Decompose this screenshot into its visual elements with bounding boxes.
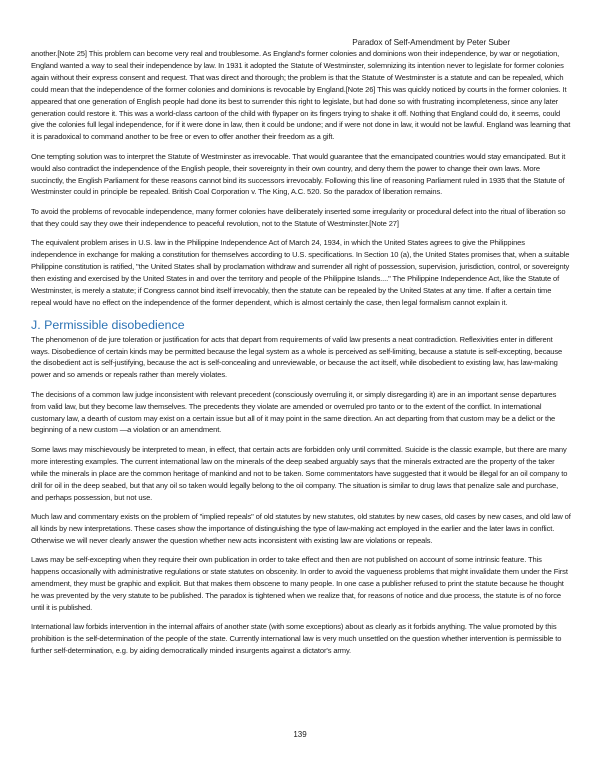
- paragraph-de-jure-toleration: The phenomenon of de jure toleration or justification for acts that depart from requirements of valid law presents a neat contradiction. Reflexivities enter in different ways. Disobedience of certain kinds may be permitted because the legal system as a whole is perceived as self-limiting, because a statute is self-excepting, because the disobedient act is self-justifying, because the act is self-concealing and unreviewable, or because the act itself, while disobedient to existing law, has law-making power and so amends or repeals rather than merely violates.: [31, 334, 563, 380]
- paragraph-forbidden-until-committed: Some laws may mischievously be interpreted to mean, in effect, that certain acts are forbidden only until committed. Suicide is the classic example, but there are many more interesting examples. The current international law on the minerals of the deep seabed arguably says that the minerals extracted are the property of the taker while the minerals in place are the common heritage of mankind and not to be taken. Some commentators have suggested that it would be illegal for an oil company to drill for oil in the deep seabed, but that any oil so taken would legally belong to the oil company. The situation is similar to drug laws that penalize sale and purchase, and perhaps possession, but not use.: [31, 444, 568, 502]
- page-number: 139: [293, 730, 307, 739]
- paragraph-philippine-independence: The equivalent problem arises in U.S. law in the Philippine Independence Act of March 24, 1934, in which the United States agrees to give the Philippines independence in exchange for making a constitution for themselves according to U.S. specifications. In Section 10 (a), the United States promises that, when a suitable Philippine constitution is ratified, "the United States shall by proclamation withdraw and surrender all right of possession, supervision, jurisdiction, control, or sovereignty then existing and exercised by the United States in and over the territory and people of the Philippine Islands...." The Philippine Independence Act, like the Statute of Westminster, is merely a statute; if Congress cannot bind itself irrevocably, then the statute can be repealed by the United States at any time. If after a certain time repeal would have no effect on the independence of the former dependent, which is almost certainly the case, then legal formalism cannot explain it.: [31, 238, 570, 307]
- paragraph-revocable-independence: To avoid the problems of revocable independence, many former colonies have deliberately inserted some irregularity or procedural defect into the ritual of liberation so that they could say they owe their independence to peaceful revolution, not to the Statute of Westminster.[Note 27]: [31, 206, 566, 228]
- paragraph-statute-of-westminster: another.[Note 25] This problem can become very real and troublesome. As England's former colonies and dominions won their independence, by war or negotiation, England wanted a way to seal their independence by law. In 1931 it adopted the Statute of Westminster, solemnizing its intention never to legislate for former colonies again without their express consent and request. That was direct and thorough; the problem is that the Statute of Westminster is a statute and can be repealed, which could mean that the independence of the former colonies and dominions is revocable by England.[Note 26] This was quickly noticed by courts in the former colonies. It appeared that one generation of English people had done its best to surrender this right to legislate, but had done so with frustrating incompleteness, since any later generation could restore it. This was a world-class cartoon of the child with flypaper on its fingers trying to shake it off. Nothing that England could do, it seems, could give the colonies full legal independence, for if it were done in law, then it could be undone; and if were not done in law, it would not be lawful. England was learning that it is paradoxical to command another to be free or even to offer another their freedom as a gift.: [31, 49, 571, 142]
- paragraph-self-excepting-laws: Laws may be self-excepting when they require their own publication in order to take effect and then are not published on account of some intrinsic feature. This happens occasionally with administrative regulations or state statutes on obscenity. In order to avoid the vagueness problems that might invalidate them under the First amendment, they must be graphic and explicit. But that makes them obscene to many people. In one case a publisher refused to print the statute because he thought he was prevented by the very statute to be published. The paradox is tightened when we realize that, for reasons of notice and due process, the statute is of no force until it is published.: [31, 555, 568, 612]
- paragraph-irrevocable-solution: One tempting solution was to interpret the Statute of Westminster as irrevocable. That would guarantee that the emancipated countries would stay emancipated. But it would also contradict the independence of the English people, their sovereignty in their own country, and deny them the power to change their own laws. More succinctly, the English Parliament for these reasons cannot bind its successors irrevocably. Following this line of reasoning Parliament ruled in 1935 that the Statute of Westminster could in principle be repealed. British Coal Corporation v. The King, A.C. 520. So the paradox of liberation remains.: [31, 151, 566, 197]
- paragraph-common-law-judge: The decisions of a common law judge inconsistent with relevant precedent (consciously overruling it, or simply disregarding it) are in an important sense departures from valid law, but they become law themselves. The precedents they violate are amended or overruled pro tanto or to the extent of the conflict. In international customary law, a dearth of custom may exist on a certain issue but all of it may point in the same direction. An act departing from that custom may be a delict or the beginning of a new custom —a violation or an amendment.: [31, 389, 557, 435]
- section-heading: J. Permissible disobedience: [31, 317, 185, 332]
- page-content: [31, 48, 571, 664]
- running-header: Paradox of Self-Amendment by Peter Suber: [352, 38, 510, 47]
- paragraph-international-intervention: International law forbids intervention in the internal affairs of another state (with some exceptions) about as clearly as it forbids anything. The value promoted by this prohibition is the self-determination of the people of the state. Currently international law is very much unsettled on the question whether intervention is permissible to further self-determination, e.g. by aiding democratically minded insurgents against a dictator's army.: [31, 622, 562, 655]
- paragraph-implied-repeals: Much law and commentary exists on the problem of "implied repeals" of old statutes by new statutes, old statutes by new cases, old cases by new cases, and old law of all kinds by new interpretations. These cases show the importance of distinguishing the type of law-making act employed in the earlier and the later laws in conflict. Otherwise we will never clearly answer the question whether new acts inconsistent with existing law are violations or repeals.: [31, 511, 571, 545]
